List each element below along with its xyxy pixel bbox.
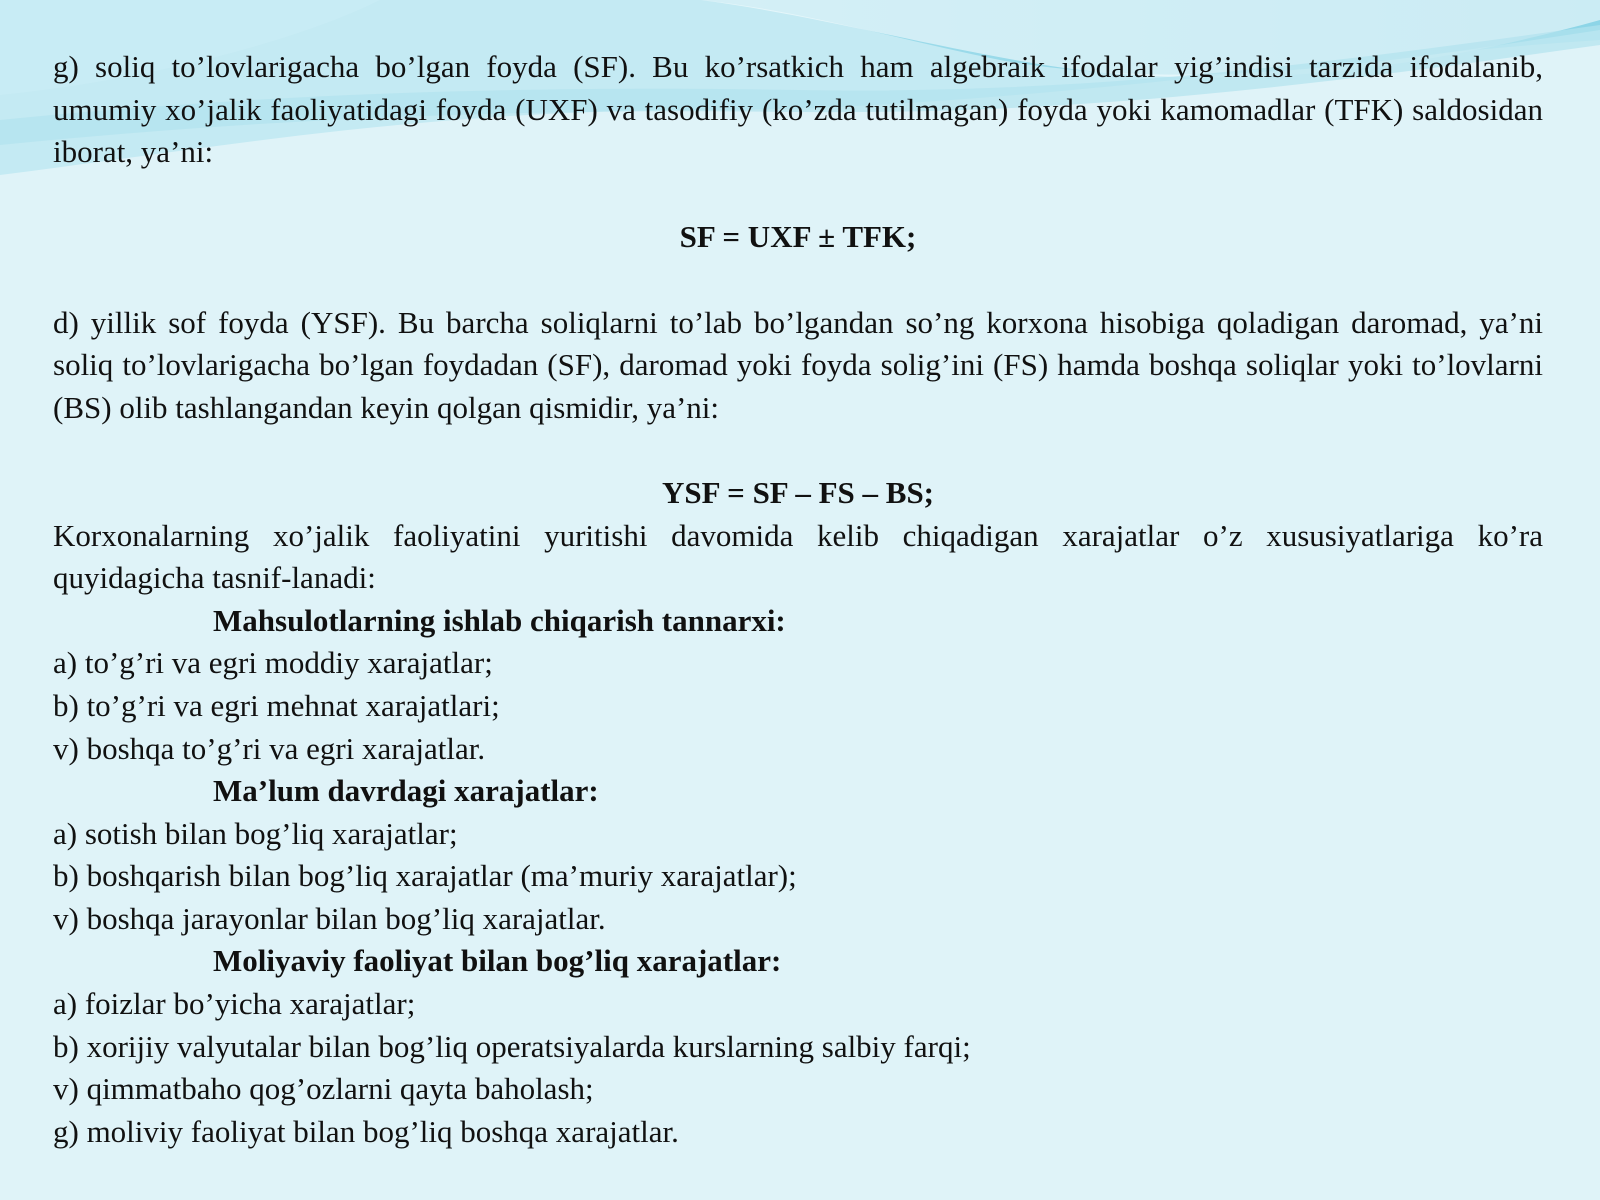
list-item: v) qimmatbaho qog’ozlarni qayta baholash;	[53, 1071, 594, 1107]
section-heading-production-cost: Mahsulotlarning ishlab chiqarish tannarxi:	[213, 602, 786, 638]
list-item: v) boshqa jarayonlar bilan bog’liq xarajatlar.	[53, 900, 606, 936]
spacer	[53, 429, 1543, 472]
formula-sf: SF = UXF ± TFK;	[679, 219, 917, 255]
slide-content	[53, 46, 1543, 1153]
paragraph-sf: g) soliq to’lovlarigacha bo’lgan foyda (SF). Bu ko’rsatkich ham algebraik ifodalar yig’indisi tarzida ifodalanib, umumiy xo’jalik faoliyatidagi foyda (UXF) va tasodifiy (ko’zda tutilmagan) foyda yoki kamomadlar (TFK) saldosidan iborat, ya’ni:	[53, 49, 1543, 170]
section-heading-period-costs: Ma’lum davrdagi xarajatlar:	[213, 773, 599, 809]
section-heading-financial-costs: Moliyaviy faoliyat bilan bog’liq xarajatlar:	[213, 943, 782, 979]
paragraph-costs: Korxonalarning xo’jalik faoliyatini yuritishi davomida kelib chiqadigan xarajatlar o’z xususiyatlariga ko’ra quyidagicha tasnif-lanadi:	[53, 517, 1543, 596]
list-item: a) foizlar bo’yicha xarajatlar;	[53, 986, 416, 1022]
list-item: b) boshqarish bilan bog’liq xarajatlar (ma’muriy xarajatlar);	[53, 858, 797, 894]
list-item: a) sotish bilan bog’liq xarajatlar;	[53, 815, 458, 851]
spacer	[53, 174, 1543, 217]
formula-ysf: YSF = SF – FS – BS;	[661, 474, 935, 510]
list-item: g) moliviy faoliyat bilan bog’liq boshqa xarajatlar.	[53, 1113, 679, 1149]
spacer	[53, 259, 1543, 302]
list-item: v) boshqa to’g’ri va egri xarajatlar.	[53, 730, 486, 766]
list-item: a) to’g’ri va egri moddiy xarajatlar;	[53, 645, 493, 681]
list-item: b) to’g’ri va egri mehnat xarajatlari;	[53, 687, 500, 723]
list-item: b) xorijiy valyutalar bilan bog’liq operatsiyalarda kurslarning salbiy farqi;	[53, 1028, 971, 1064]
paragraph-ysf: d) yillik sof foyda (YSF). Bu barcha soliqlarni to’lab bo’lgandan so’ng korxona hisobiga qoladigan daromad, ya’ni soliq to’lovlarigacha bo’lgan foydadan (SF), daromad yoki foyda solig’ini (FS) hamda boshqa soliqlar yoki to’lovlarni (BS) olib tashlangandan keyin qolgan qismidir, ya’ni:	[53, 304, 1543, 425]
